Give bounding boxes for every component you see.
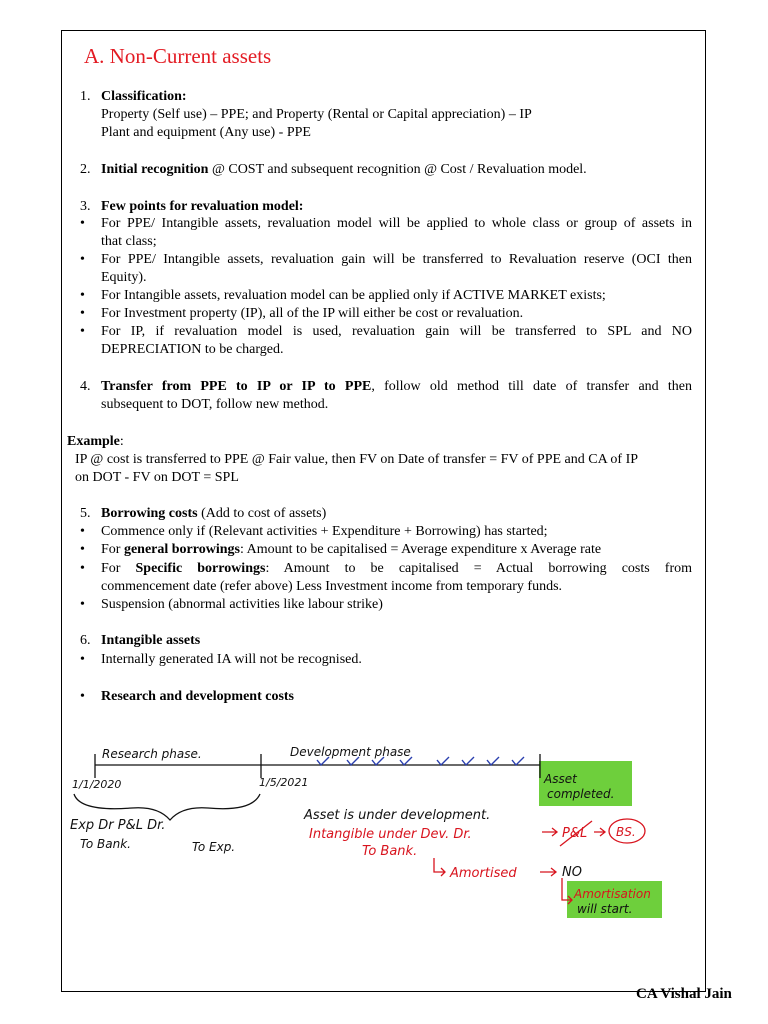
example-line-1: IP @ cost is transferred to PPE @ Fair value, then FV on Date of transfer = FV of PPE and CA of IP [75,452,639,467]
section-5-number: 5. [80,506,91,521]
page-title: A. Non-Current assets [84,44,272,68]
bullet-dot: • [80,652,85,667]
arrow-right-icon [540,868,556,876]
s5-bullet-3-line-1: For Specific borrowings: Amount to be capitalised = Actual borrowing costs from [101,561,692,576]
s3-bullet-1-line-1: For PPE/ Intangible assets, revaluation model will be applied to whole class or group of assets in [101,216,692,231]
pl-struck-label: P&L [562,826,588,841]
section-6-heading: Intangible assets [101,633,201,648]
s5-bullet-3-line-2: commencement date (refer above) Less Investment income from temporary funds. [101,579,563,594]
s3-bullet-2-line-1: For PPE/ Intangible assets, revaluation gain will be transferred to Revaluation reserve (OCI then [101,252,692,267]
section-4-line-1: Transfer from PPE to IP or IP to PPE, follow old method till date of transfer and then [101,379,692,394]
bullet-dot: • [80,324,85,339]
author-footer: CA Vishal Jain [636,986,732,1002]
asset-completed-line-1: Asset [544,772,577,786]
arrow-right-icon [542,828,557,836]
section-2-number: 2. [80,162,91,177]
intangible-under-dev-entry: Intangible under Dev. Dr. [309,827,472,842]
bullet-dot: • [80,561,85,576]
bullet-dot: • [80,252,85,267]
section-6-number: 6. [80,633,91,648]
section-1-line-1: Property (Self use) – PPE; and Property (Rental or Capital appreciation) – IP [101,107,532,122]
s3-bullet-2-line-2: Equity). [101,270,147,285]
s6-bullet-1: Internally generated IA will not be recognised. [101,652,362,667]
hook-arrow-icon [434,858,445,876]
bullet-dot: • [80,306,85,321]
no-label: NO [562,865,582,880]
bullet-dot: • [80,524,85,539]
amortisation-start-line-2: will start. [577,902,633,916]
section-4-line-2: subsequent to DOT, follow new method. [101,397,329,412]
s5-bullet-1: Commence only if (Relevant activities + Expenditure + Borrowing) has started; [101,524,548,539]
research-phase-brace [74,794,260,820]
section-1-heading: Classification: [101,89,187,104]
s3-bullet-3: For Intangible assets, revaluation model can be applied only if ACTIVE MARKET exists; [101,288,606,303]
section-1-line-2: Plant and equipment (Any use) - PPE [101,125,311,140]
bullet-dot: • [80,689,85,704]
section-5-heading: Borrowing costs (Add to cost of assets) [101,506,327,521]
asset-under-development: Asset is under development. [304,808,491,823]
date-start: 1/1/2020 [72,778,122,791]
journal-to-bank: To Bank. [80,837,131,851]
amortised-label: Amortised [450,866,517,881]
arrow-right-icon [594,828,605,836]
s3-bullet-4: For Investment property (IP), all of the IP will either be cost or revaluation. [101,306,524,321]
section-4-number: 4. [80,379,91,394]
bullet-dot: • [80,216,85,231]
research-phase-label: Research phase. [102,747,202,761]
s3-bullet-5-line-2: DEPRECIATION to be charged. [101,342,284,357]
s3-bullet-5-line-1: For IP, if revaluation model is used, revaluation gain will be transferred to SPL and NO [101,324,692,339]
handwritten-timeline-sketch [62,728,705,938]
development-phase-label: Development phase [290,745,411,759]
bullet-dot: • [80,542,85,557]
date-development: 1/5/2021 [259,776,309,789]
section-2-text: Initial recognition @ COST and subsequent recognition @ Cost / Revaluation model. [101,162,587,177]
example-line-2: on DOT - FV on DOT = SPL [75,470,239,485]
amortisation-start-line-1: Amortisation [574,887,651,901]
section-3-number: 3. [80,199,91,214]
journal-exp-line: Exp Dr P&L Dr. [70,818,166,833]
bullet-dot: • [80,597,85,612]
journal-to-exp: To Exp. [192,840,236,854]
example-heading: Example: [67,434,124,449]
bullet-dot: • [80,288,85,303]
asset-completed-line-2: completed. [547,787,615,801]
s5-bullet-4: Suspension (abnormal activities like labour strike) [101,597,383,612]
intangible-to-bank: To Bank. [362,844,418,859]
s5-bullet-2: For general borrowings: Amount to be capitalised = Average expenditure x Average rate [101,542,602,557]
s6-bullet-2: Research and development costs [101,689,295,704]
bs-label: BS. [616,825,636,839]
section-1-number: 1. [80,89,91,104]
section-3-heading: Few points for revaluation model: [101,199,304,214]
s3-bullet-1-line-2: that class; [101,234,157,249]
